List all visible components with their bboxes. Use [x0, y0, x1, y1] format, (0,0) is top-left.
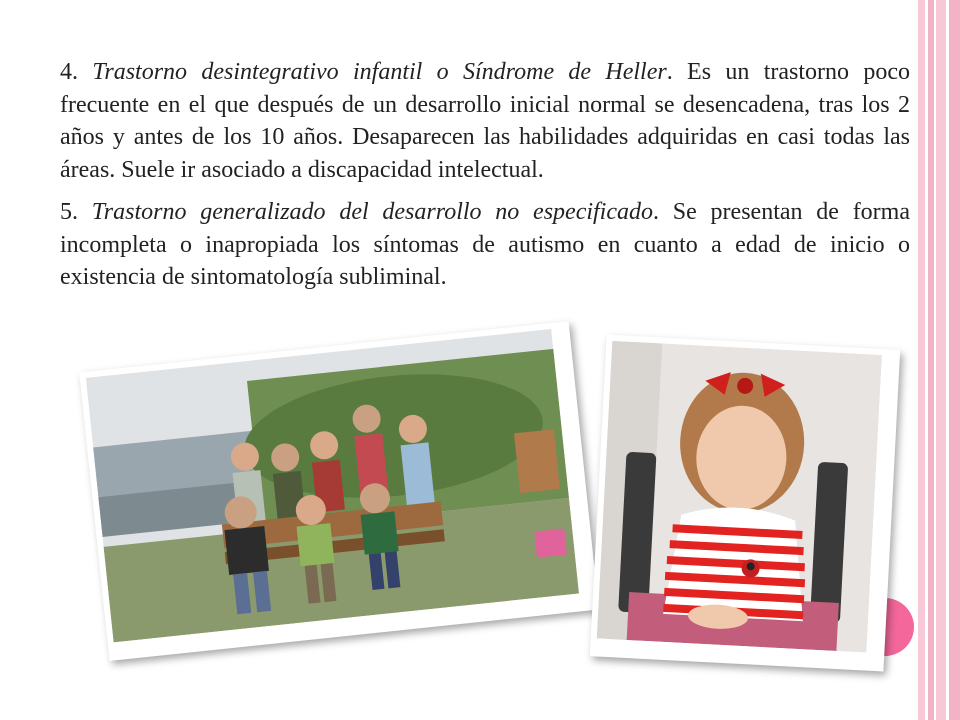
item-4-title-end: . — [666, 59, 673, 85]
item-5-title: Trastorno generalizado del desarrollo no especificado — [91, 199, 654, 225]
girl-photo — [590, 335, 900, 672]
slide-text — [60, 56, 910, 304]
group-photo-illustration — [86, 329, 579, 642]
group-photo — [79, 321, 599, 661]
item-4-body: Es un trastorno poco frecuente en el que después de un desarrollo inicial normal se desencadena, tras los 2 años y antes de los 10 años. Desaparecen las habilidades adquiridas en casi todas las áreas. Suele ir asociado a discapacidad intelectual. — [60, 59, 910, 183]
item-4-paragraph — [60, 56, 910, 186]
stripe — [936, 0, 946, 720]
item-4-number: 4. — [60, 59, 78, 85]
item-5-number: 5. — [60, 199, 78, 225]
girl-photo-illustration — [597, 341, 882, 653]
item-5-title-end: . S — [653, 199, 687, 225]
stripe — [918, 0, 925, 720]
item-5-paragraph — [60, 196, 910, 294]
decorative-side-stripes — [918, 0, 960, 720]
item-5-body: e presentan de forma incompleta o inapropiada los síntomas de autismo en cuanto a edad de inicio o existencia de sintomatología subliminal. — [60, 199, 910, 290]
stripe — [949, 0, 960, 720]
item-4-title: Trastorno desintegrativo infantil o Síndrome de Heller — [92, 59, 667, 85]
